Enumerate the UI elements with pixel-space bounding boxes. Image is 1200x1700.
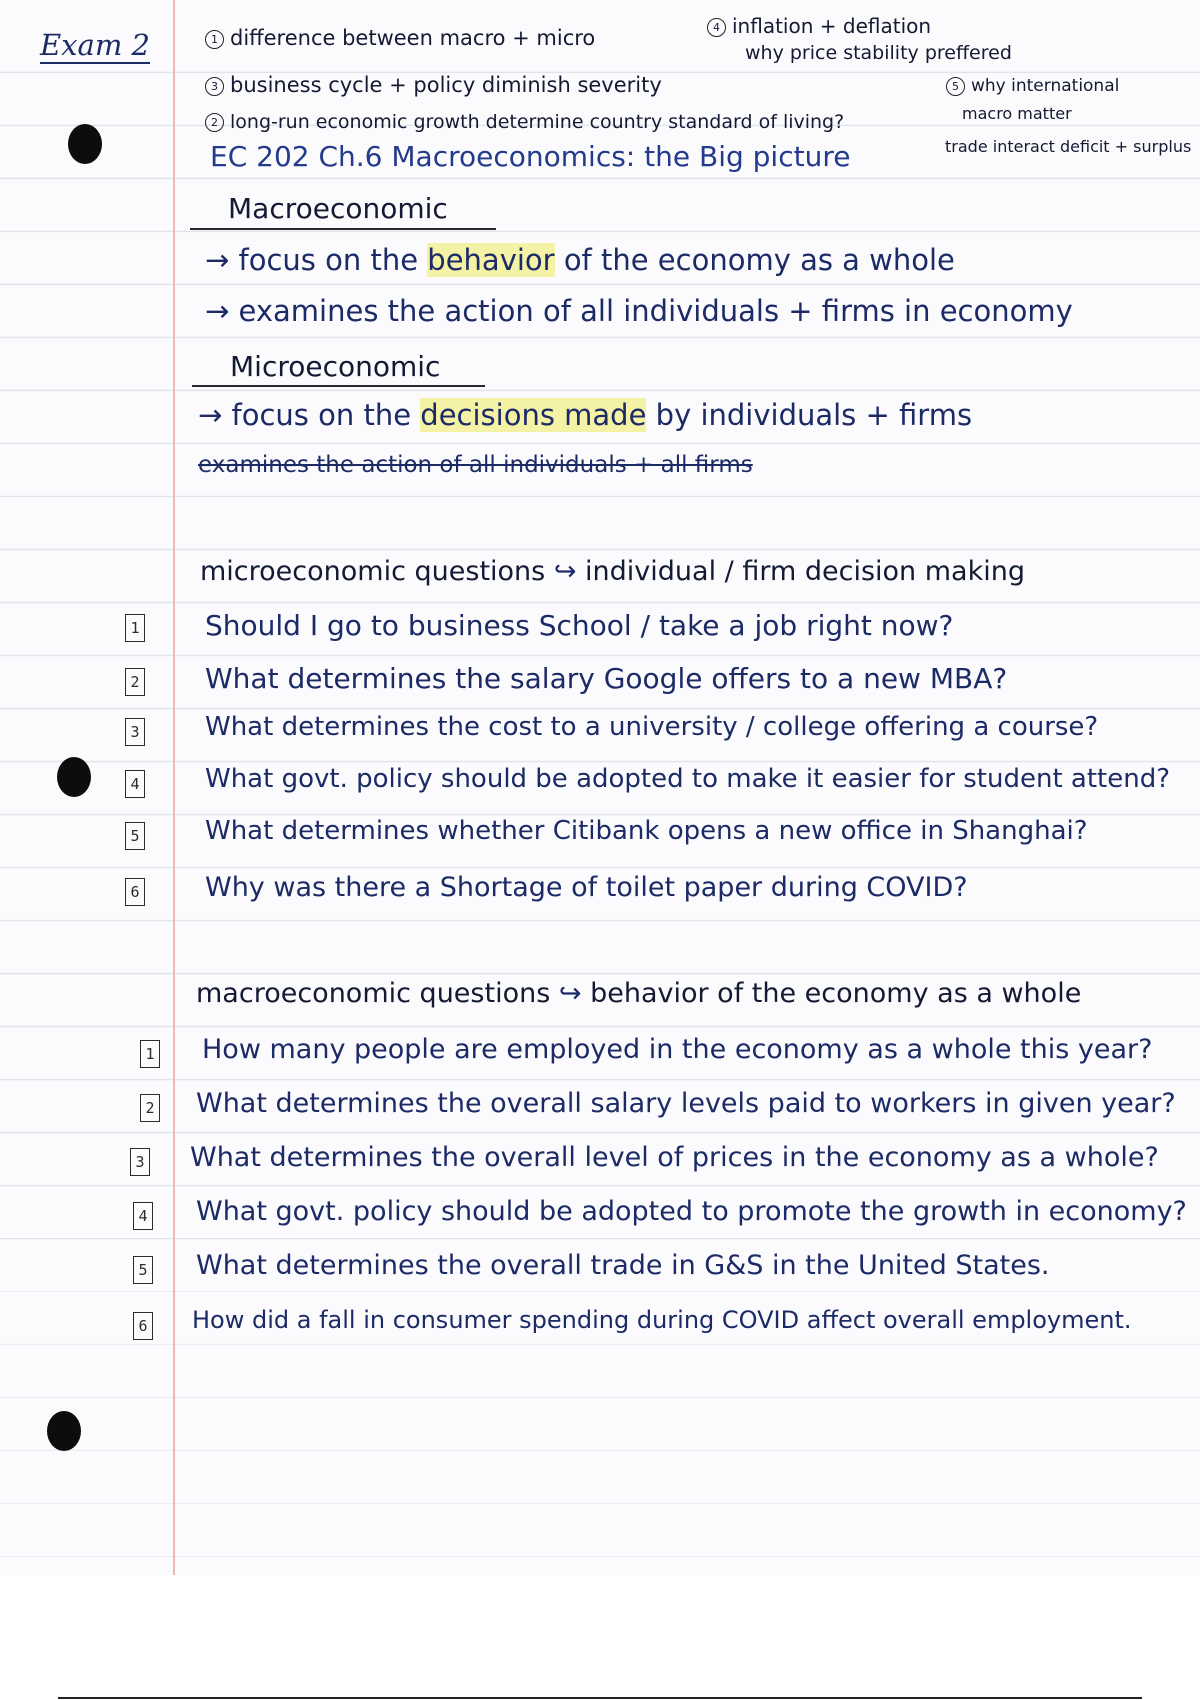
micro-question-1: Should I go to business School / take a job right now? xyxy=(205,609,954,642)
question-number: 1 xyxy=(125,614,145,642)
topic-5-note-2: trade interact deficit + surplus xyxy=(945,137,1192,156)
margin-line xyxy=(173,0,175,1575)
punch-hole-bottom xyxy=(47,1411,81,1451)
topic-5-note-1: macro matter xyxy=(962,104,1072,123)
macro-question-2: What determines the overall salary levels paid to workers in given year? xyxy=(196,1088,1176,1119)
question-number: 2 xyxy=(140,1094,160,1122)
macro-question-1: How many people are employed in the economy as a whole this year? xyxy=(202,1034,1153,1065)
micro-struck-line: examines the action of all individuals + all firms xyxy=(198,452,753,478)
question-number: 5 xyxy=(125,822,145,850)
topic-4: 4 inflation + deflation xyxy=(707,14,931,38)
macro-heading-underline xyxy=(190,228,496,230)
exam-label: Exam 2 xyxy=(40,28,150,62)
punch-hole-top xyxy=(68,124,102,164)
micro-heading: Microeconomic xyxy=(230,350,441,383)
topic-2: 2 long-run economic growth determine country standard of living? xyxy=(205,111,844,133)
macro-question-4: What govt. policy should be adopted to promote the growth in economy? xyxy=(196,1196,1187,1227)
topic-1: 1 difference between macro + micro xyxy=(205,26,595,50)
macro-question-6: How did a fall in consumer spending during COVID affect overall employment. xyxy=(192,1306,1132,1334)
micro-questions-heading: microeconomic questions ↪ individual / firm decision making xyxy=(200,556,1025,587)
question-number: 4 xyxy=(133,1202,153,1230)
topic-4-note: why price stability preffered xyxy=(745,42,1012,64)
macro-heading: Macroeconomic xyxy=(228,192,448,225)
macro-questions-heading: macroeconomic questions ↪ behavior of the economy as a whole xyxy=(196,978,1082,1009)
macro-line-1: → focus on the behavior of the economy as a whole xyxy=(205,243,955,277)
question-number: 3 xyxy=(125,718,145,746)
question-number: 2 xyxy=(125,668,145,696)
micro-question-4: What govt. policy should be adopted to make it easier for student attend? xyxy=(205,764,1170,794)
question-number: 1 xyxy=(140,1040,160,1068)
question-number: 3 xyxy=(130,1148,150,1176)
micro-heading-underline xyxy=(192,385,485,387)
topic-5: 5 why international xyxy=(946,76,1119,96)
micro-question-6: Why was there a Shortage of toilet paper during COVID? xyxy=(205,872,968,903)
macro-question-5: What determines the overall trade in G&S in the United States. xyxy=(196,1250,1050,1281)
macro-line-2: → examines the action of all individuals + firms in economy xyxy=(205,294,1073,328)
question-number: 5 xyxy=(133,1256,153,1284)
punch-hole-middle xyxy=(57,757,91,797)
micro-question-3: What determines the cost to a university / college offering a course? xyxy=(205,712,1099,742)
bottom-rule xyxy=(58,1697,1142,1699)
question-number: 6 xyxy=(133,1312,153,1340)
micro-question-5: What determines whether Citibank opens a new office in Shanghai? xyxy=(205,816,1088,846)
question-number: 4 xyxy=(125,770,145,798)
micro-line-1: → focus on the decisions made by individuals + firms xyxy=(198,398,973,432)
macro-question-3: What determines the overall level of prices in the economy as a whole? xyxy=(190,1142,1159,1173)
micro-question-2: What determines the salary Google offers to a new MBA? xyxy=(205,662,1008,695)
topic-3: 3 business cycle + policy diminish severity xyxy=(205,73,662,97)
question-number: 6 xyxy=(125,878,145,906)
chapter-title: EC 202 Ch.6 Macroeconomics: the Big picture xyxy=(210,140,851,173)
